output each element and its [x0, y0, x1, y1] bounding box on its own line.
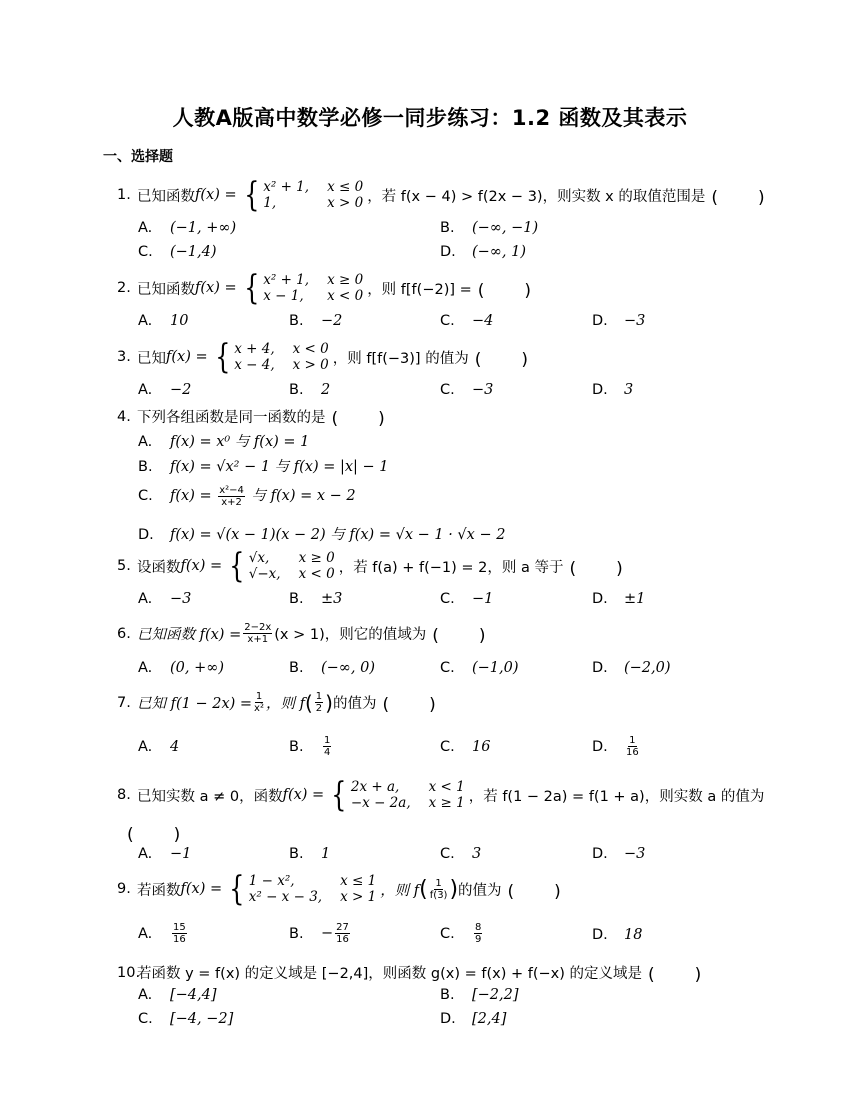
case-expr: x² − x − 3, [248, 889, 323, 905]
case-cond: x > 0 [327, 195, 364, 211]
option-c[interactable]: C. f(x) = $\frac{\text{x²−4}}{x+2}$ 与 f(x) = x − 2 [138, 484, 356, 508]
option-b[interactable]: B. (−∞, 0) [289, 660, 375, 676]
function-label: f(x) = [282, 787, 325, 803]
fraction: $\frac{1}{\text{x²}}$ [254, 691, 264, 714]
section-heading: 一、选择题 [103, 149, 173, 165]
question-10 [117, 960, 703, 985]
answer-blank[interactable]: ( ) [432, 626, 488, 646]
question-text: ，则 f [380, 882, 420, 899]
answer-blank[interactable]: ( ) [711, 187, 767, 208]
case-expr: √x, [248, 550, 270, 566]
question-number: 8. [117, 787, 131, 803]
answer-blank[interactable]: ( ) [474, 349, 530, 370]
case-cond: x ≤ 0 [327, 179, 364, 195]
fraction: $\frac{1}{4}$ [324, 735, 331, 758]
fraction: $\frac{8}{9}$ [475, 922, 482, 945]
case-expr: x + 4, [234, 341, 275, 357]
question-1 [117, 175, 767, 215]
option-c[interactable]: C. $\frac{8}{9}$ [440, 922, 482, 945]
case-expr: x − 4, [234, 357, 275, 373]
question-number: 7. [117, 694, 131, 711]
option-d[interactable]: D. (−2,0) [592, 660, 671, 676]
option-b[interactable]: B. 1 [289, 846, 331, 862]
case-expr: 2x + a, [350, 779, 400, 795]
question-text: 的值为 [332, 696, 377, 712]
option-c[interactable]: C. −1 [440, 591, 494, 607]
case-expr: 1 − x², [248, 873, 295, 889]
question-text: 已知函数 [137, 188, 195, 205]
option-c[interactable]: C. 16 [440, 739, 491, 755]
case-cond: x < 0 [327, 288, 364, 304]
piecewise-function: { x + 4, x < 0 x − 4, x > 0 [214, 337, 329, 377]
question-text: ，则 f [265, 696, 305, 712]
fraction: $\frac{1}{16}$ [626, 735, 639, 758]
question-number: 6. [117, 625, 131, 642]
function-label: f(x) = [195, 280, 237, 296]
fraction: $\frac{1}{f(3)}$ [429, 877, 448, 901]
question-text: 已知 f(1 − 2x) = [137, 696, 253, 712]
option-c[interactable]: C. −4 [440, 313, 494, 329]
option-d[interactable]: D. 18 [592, 927, 643, 943]
page-title: 人教A版高中数学必修一同步练习：1.2 函数及其表示 [172, 106, 688, 130]
case-cond: x < 0 [292, 341, 329, 357]
question-3 [117, 337, 530, 377]
option-b[interactable]: B. − $\frac{27}{16}$ [289, 922, 349, 945]
case-cond: x ≥ 0 [327, 272, 364, 288]
option-d[interactable]: D. $\frac{1}{16}$ [592, 735, 639, 758]
question-text: 已知 [137, 350, 166, 367]
piecewise-function: { x² + 1, x ≤ 0 1, x > 0 [243, 175, 364, 215]
option-c[interactable]: C. (−1,4) [138, 244, 217, 260]
option-c[interactable]: C. 3 [440, 846, 482, 862]
function-label: f(x) = [195, 187, 237, 203]
question-number: 9. [117, 881, 131, 897]
case-cond: x > 1 [340, 889, 377, 905]
option-d[interactable]: D. [2,4] [440, 1011, 507, 1027]
function-label: f(x) = [180, 881, 223, 897]
case-expr: 1, [263, 195, 277, 211]
case-expr: −x − 2a, [350, 795, 411, 811]
case-cond: x ≥ 0 [298, 550, 335, 566]
option-b[interactable]: B. 2 [289, 382, 331, 398]
question-text: 已知函数 f(x) = [137, 627, 242, 643]
option-a[interactable]: A. f(x) = x⁰ 与 f(x) = 1 [138, 434, 310, 450]
question-number: 10. [117, 964, 141, 981]
fraction: $\frac{2-2x}{x+1}$ [244, 622, 272, 645]
option-a[interactable]: A. [−4,4] [138, 987, 217, 1003]
question-text: 的值为 [458, 882, 502, 899]
option-d[interactable]: D. −3 [592, 313, 646, 329]
answer-blank[interactable]: ( ) [569, 558, 625, 579]
function-label: f(x) = [180, 558, 223, 574]
question-number: 1. [117, 187, 131, 203]
question-6 [117, 621, 488, 646]
option-b[interactable]: B. ±3 [289, 591, 343, 607]
option-b[interactable]: B. −2 [289, 313, 343, 329]
option-d[interactable]: D. 3 [592, 382, 634, 398]
question-9: 9. 若函数 f(x) = { 1 − x², x ≤ 1 x² − x − 3, x > 1 ，则 f ( $\frac{1}{f(3)}$ ) 的值为 ( ) [117, 869, 563, 909]
question-number: 4. [117, 408, 131, 425]
option-b[interactable]: B. $\frac{1}{4}$ [289, 735, 331, 758]
question-text: (x > 1)，则它的值域为 [274, 627, 427, 643]
piecewise-function: { √x, x ≥ 0 √−x, x < 0 [229, 546, 335, 586]
option-a[interactable]: A. −1 [138, 846, 192, 862]
question-text: ，若 f(x − 4) > f(2x − 3)，则实数 x 的取值范围是 [367, 188, 706, 205]
question-2 [117, 268, 534, 308]
answer-blank[interactable]: ( ) [477, 280, 534, 301]
option-a[interactable]: A. −2 [138, 382, 192, 398]
question-text: 下列各组函数是同一函数的是 [137, 410, 326, 426]
option-b[interactable]: B. [−2,2] [440, 987, 519, 1003]
question-8 [117, 775, 765, 815]
question-number: 3. [117, 349, 131, 365]
question-number: 5. [117, 558, 131, 574]
fraction: $\frac{27}{16}$ [336, 922, 349, 945]
question-text: 已知实数 a ≠ 0，函数 [137, 788, 283, 805]
piecewise-function: { 1 − x², x ≤ 1 x² − x − 3, x > 1 [229, 869, 377, 909]
question-text: ，若 f(a) + f(−1) = 2，则 a 等于 [338, 559, 564, 576]
option-a[interactable]: A. 4 [138, 739, 180, 755]
option-a[interactable]: A. −3 [138, 591, 192, 607]
case-expr: √−x, [248, 566, 281, 582]
question-text: 已知函数 [137, 281, 195, 298]
question-7: 7. 已知 f(1 − 2x) = $\frac{1}{\text{x²}}$ ，则 f ( $\frac{1}{2}$ ) 的值为 ( ) [117, 690, 438, 715]
case-cond: x ≥ 1 [428, 795, 465, 811]
question-text: ，若 f(1 − 2a) = f(1 + a)，则实数 a 的值为 [468, 788, 765, 805]
question-text: ，则 f[f(−2)] = [367, 281, 472, 298]
option-a[interactable]: A. (0, +∞) [138, 660, 224, 676]
answer-blank[interactable]: ( ) [331, 409, 387, 429]
option-d[interactable]: D. ±1 [592, 591, 646, 607]
fraction: $\frac{1}{2}$ [315, 691, 323, 714]
option-d[interactable]: D. f(x) = √(x − 1)(x − 2) 与 f(x) = √x − 1 · √x − 2 [138, 527, 506, 543]
case-cond: x < 1 [428, 779, 465, 795]
option-c[interactable]: C. (−1,0) [440, 660, 519, 676]
answer-blank[interactable]: ( ) [382, 695, 438, 715]
option-a[interactable]: A. 10 [138, 313, 189, 329]
fraction: $\frac{15}{16}$ [173, 922, 186, 945]
answer-blank[interactable]: ( ) [127, 825, 183, 845]
option-d[interactable]: D. (−∞, 1) [440, 244, 526, 260]
case-cond: x < 0 [298, 566, 335, 582]
option-d[interactable]: D. −3 [592, 846, 646, 862]
option-c[interactable]: C. −3 [440, 382, 494, 398]
option-c[interactable]: C. [−4, −2] [138, 1011, 234, 1027]
question-text: 若函数 [137, 882, 181, 899]
piecewise-function: { 2x + a, x < 1 −x − 2a, x ≥ 1 [331, 775, 465, 815]
case-expr: x − 1, [263, 288, 304, 304]
question-text: 若函数 y = f(x) 的定义域是 [−2,4]，则函数 g(x) = f(x) + f(−x) 的定义域是 [137, 966, 642, 982]
case-cond: x > 0 [292, 357, 329, 373]
question-number: 2. [117, 280, 131, 296]
case-cond: x ≤ 1 [340, 873, 377, 889]
case-expr: x² + 1, [263, 179, 310, 195]
question-text: 设函数 [137, 559, 181, 576]
option-a[interactable]: A. $\frac{15}{16}$ [138, 922, 186, 945]
fraction: $\frac{\text{x²−4}}{x+2}$ [219, 484, 244, 508]
piecewise-function: { x² + 1, x ≥ 0 x − 1, x < 0 [243, 268, 364, 308]
option-a[interactable]: A. (−1, +∞) [138, 220, 237, 236]
question-5 [117, 546, 625, 586]
question-text: ，则 f[f(−3)] 的值为 [332, 350, 469, 367]
answer-blank[interactable]: ( ) [648, 965, 704, 985]
option-b[interactable]: B. (−∞, −1) [440, 220, 539, 236]
case-expr: x² + 1, [263, 272, 310, 288]
option-b[interactable]: B. f(x) = √x² − 1 与 f(x) = |x| − 1 [138, 459, 389, 475]
answer-blank[interactable]: ( ) [507, 881, 563, 902]
question-4 [117, 404, 387, 429]
function-label: f(x) = [166, 349, 208, 365]
